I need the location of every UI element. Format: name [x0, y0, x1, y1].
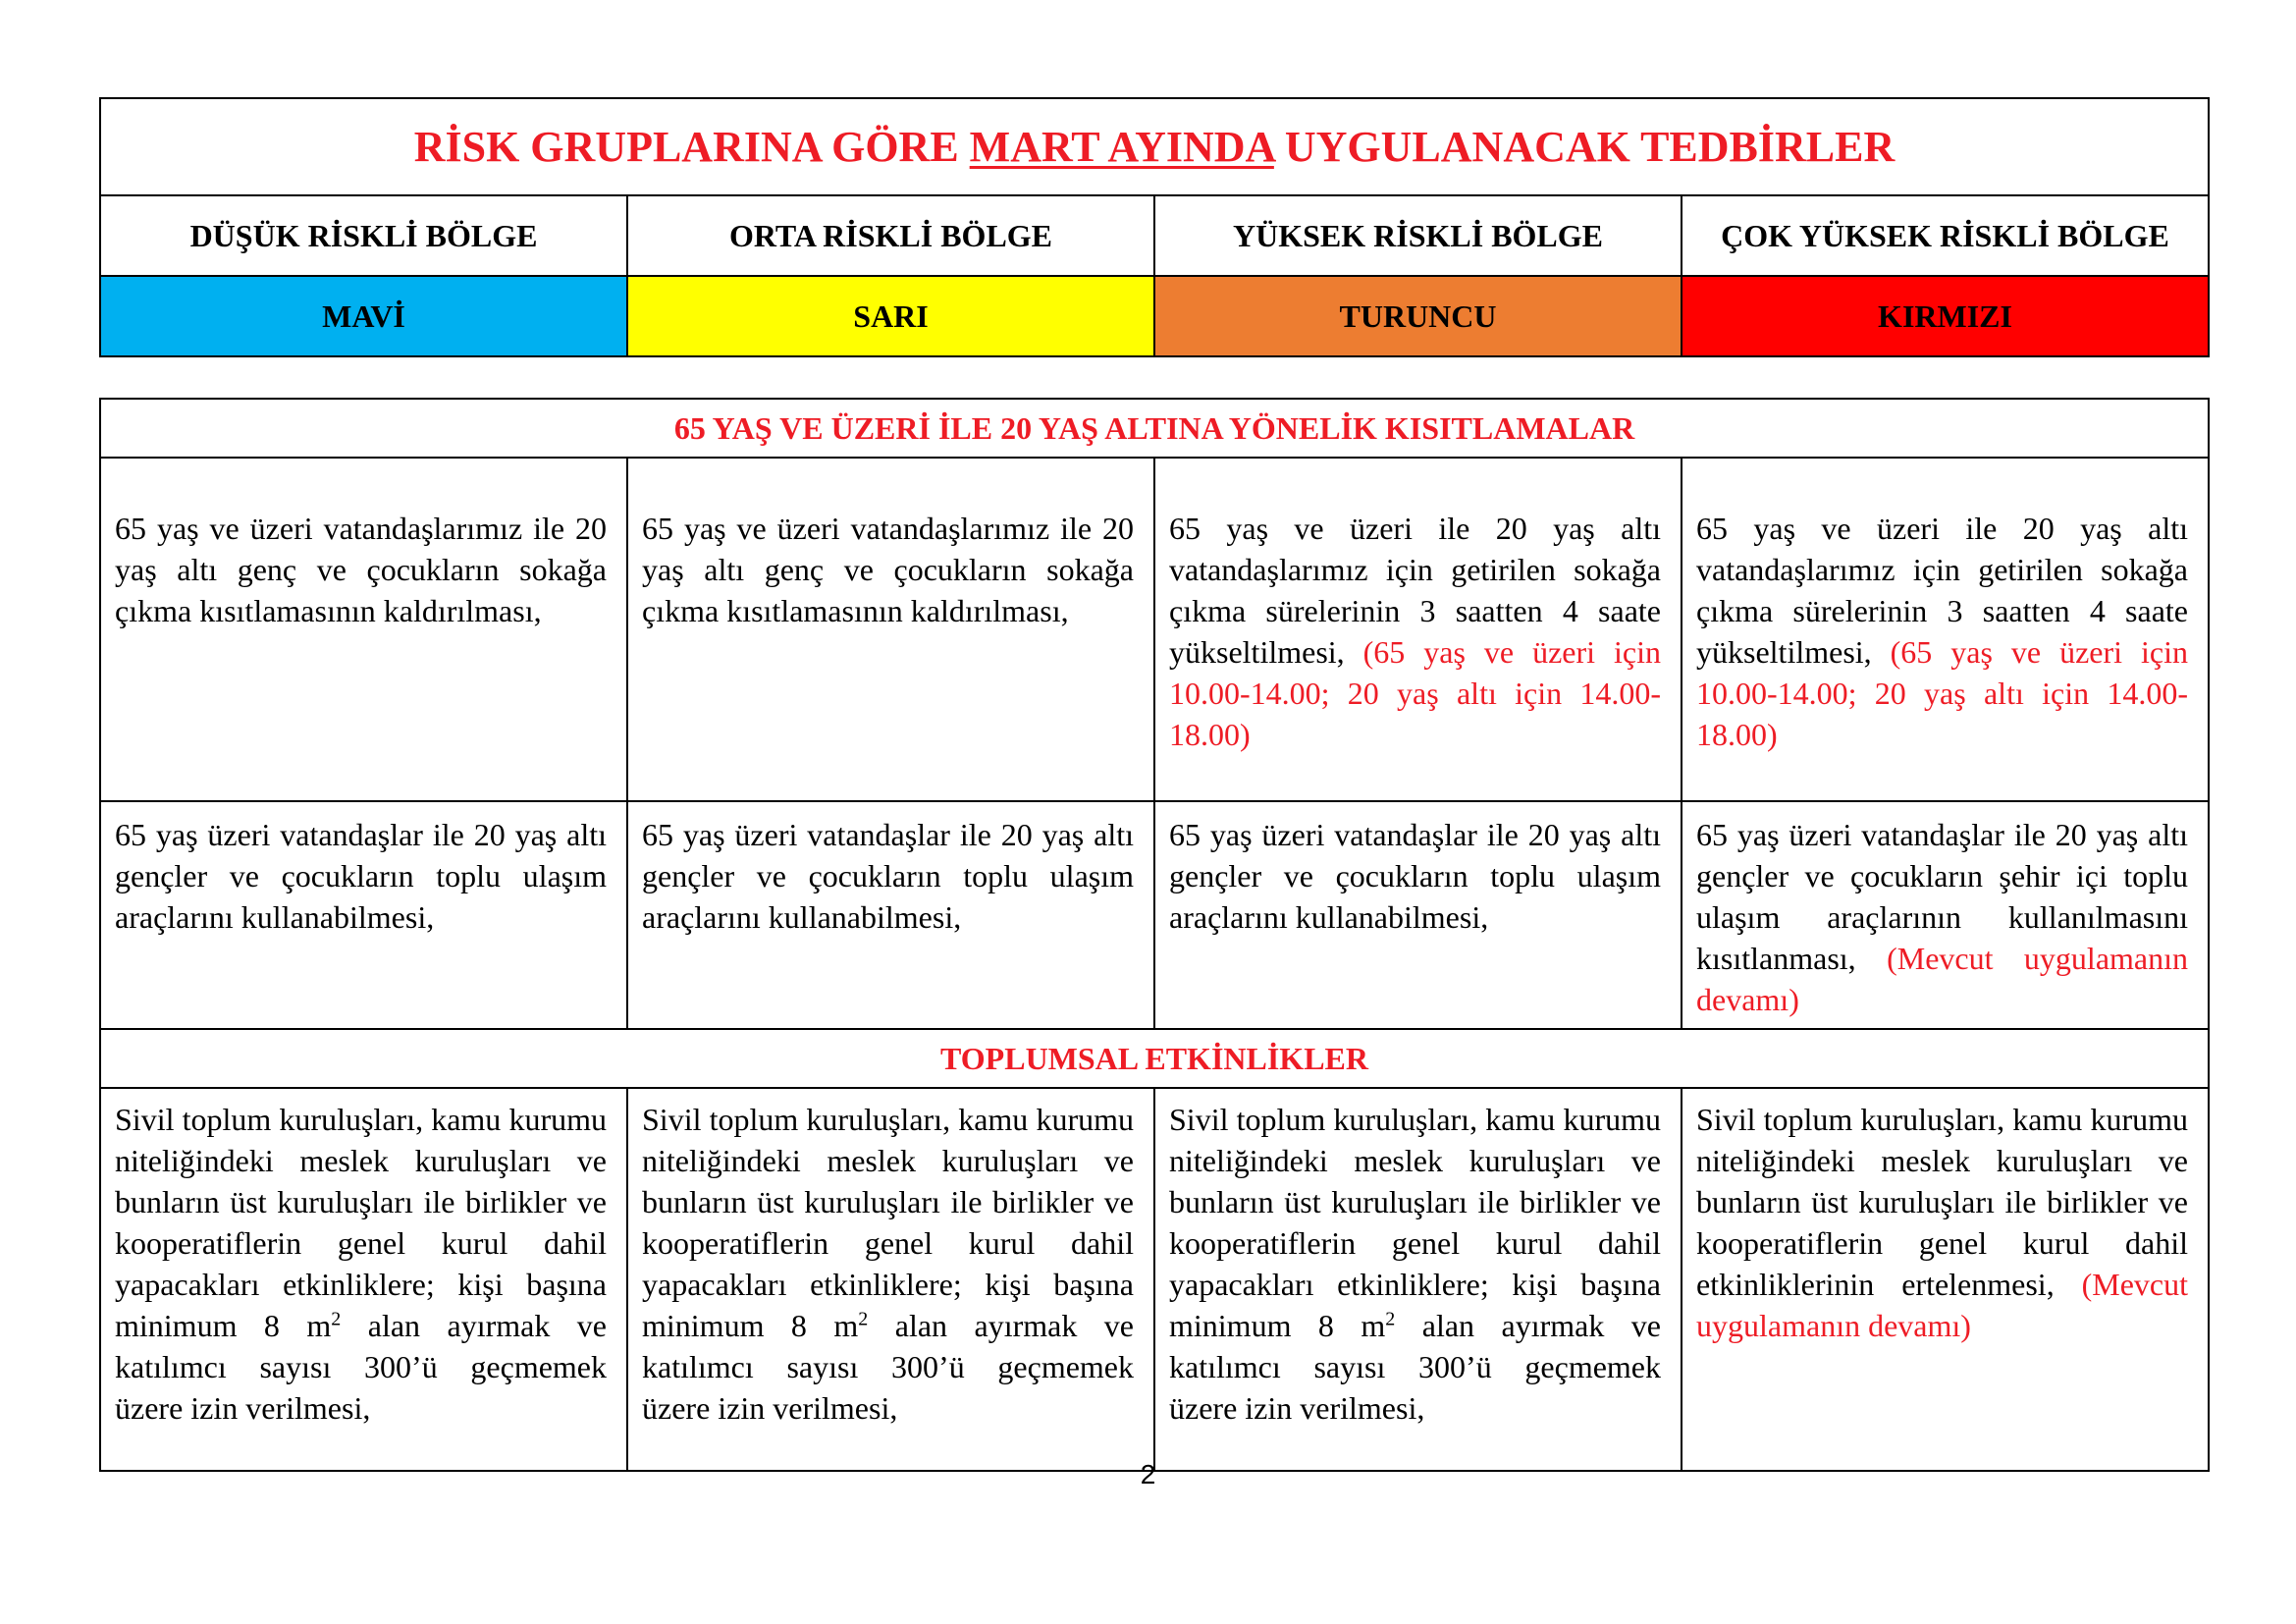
cell-text: 65 yaş üzeri vatandaşlar ile 20 yaş altı gençler ve çocukların toplu ulaşım araçlarını kullanabilmesi, [642, 817, 1134, 935]
section-title-social-events: TOPLUMSAL ETKİNLİKLER [100, 1029, 2209, 1088]
table-cell [1682, 458, 2209, 801]
title-part2: UYGULANACAK TEDBİRLER [1273, 123, 1896, 171]
table-cell [627, 458, 1154, 801]
measures-table [99, 398, 2210, 1472]
cell-text: 65 yaş üzeri vatandaşlar ile 20 yaş altı gençler ve çocukların şehir içi toplu ulaşım araçlarının kullanılmasını kısıtlanması, [1696, 817, 2188, 976]
zone-low: DÜŞÜK RİSKLİ BÖLGE [100, 195, 627, 276]
title-underlined: MART AYINDA [969, 123, 1274, 171]
cell-text: Sivil toplum kuruluşları, kamu kurumu niteliğindeki meslek kuruluşları ve bunların üst kuruluşları ile birlikler ve kooperatiflerin genel kurul dahil etkinliklerinin ertelenmesi, [1696, 1102, 2188, 1302]
zone-medium: ORTA RİSKLİ BÖLGE [627, 195, 1154, 276]
cell-text-cont: alan ayırmak ve katılımcı sayısı 300’ü geçmemek üzere izin verilmesi, [642, 1308, 1135, 1426]
cell-text: 65 yaş üzeri vatandaşlar ile 20 yaş altı gençler ve çocukların toplu ulaşım araçlarını kullanabilmesi, [115, 817, 607, 935]
cell-text: Sivil toplum kuruluşları, kamu kurumu niteliğindeki meslek kuruluşları ve bunların üst kuruluşları ile birlikler ve kooperatiflerin genel kurul dahil yapacakları etkinliklere; kişi başına minimum 8 m [1169, 1102, 1661, 1343]
color-orange: TURUNCU [1154, 276, 1682, 356]
page-number: 2 [1140, 1459, 1156, 1489]
color-yellow: SARI [627, 276, 1154, 356]
cell-text: Sivil toplum kuruluşları, kamu kurumu niteliğindeki meslek kuruluşları ve bunların üst kuruluşları ile birlikler ve kooperatiflerin genel kurul dahil yapacakları etkinliklere; kişi başına minimum 8 m [115, 1102, 607, 1343]
superscript: 2 [1385, 1308, 1396, 1330]
table-cell [627, 801, 1154, 1029]
table-cell [100, 1088, 627, 1471]
table-cell [100, 458, 627, 801]
cell-text-cont: alan ayırmak ve katılımcı sayısı 300’ü geçmemek üzere izin verilmesi, [115, 1308, 608, 1426]
table-cell [1154, 1088, 1682, 1471]
table-cell [100, 801, 627, 1029]
section-title-age-restrictions: 65 YAŞ VE ÜZERİ İLE 20 YAŞ ALTINA YÖNELİK KISITLAMALAR [100, 399, 2209, 458]
cell-text: 65 yaş ve üzeri vatandaşlarımız ile 20 yaş altı genç ve çocukların sokağa çıkma kısıtlamasının kaldırılması, [115, 511, 607, 628]
zone-very-high: ÇOK YÜKSEK RİSKLİ BÖLGE [1682, 195, 2209, 276]
color-blue: MAVİ [100, 276, 627, 356]
cell-note: (Mevcut uygulamanın devamı) [1696, 941, 2189, 1017]
page-title [100, 98, 2209, 195]
color-red: KIRMIZI [1682, 276, 2209, 356]
superscript: 2 [858, 1308, 869, 1330]
cell-note: (Mevcut uygulamanın devamı) [1696, 1267, 2188, 1343]
cell-note: (65 yaş ve üzeri için 10.00-14.00; 20 yaş altı için 14.00-18.00) [1169, 634, 1662, 752]
risk-group-header-table [99, 97, 2210, 357]
cell-text-cont: alan ayırmak ve katılımcı sayısı 300’ü geçmemek üzere izin verilmesi, [1169, 1308, 1662, 1426]
table-cell [1154, 458, 1682, 801]
cell-note: (65 yaş ve üzeri için 10.00-14.00; 20 yaş altı için 14.00-18.00) [1696, 634, 2189, 752]
cell-text: 65 yaş ve üzeri ile 20 yaş altı vatandaşlarımız için getirilen sokağa çıkma sürelerinin 3 saatten 4 saate yükseltilmesi, [1169, 511, 1661, 670]
zone-high: YÜKSEK RİSKLİ BÖLGE [1154, 195, 1682, 276]
superscript: 2 [331, 1308, 342, 1330]
title-part1: RİSK GRUPLARINA GÖRE [413, 123, 970, 171]
cell-text: 65 yaş ve üzeri ile 20 yaş altı vatandaşlarımız için getirilen sokağa çıkma sürelerinin 3 saatten 4 saate yükseltilmesi, [1696, 511, 2188, 670]
table-cell [627, 1088, 1154, 1471]
cell-text: Sivil toplum kuruluşları, kamu kurumu niteliğindeki meslek kuruluşları ve bunların üst kuruluşları ile birlikler ve kooperatiflerin genel kurul dahil yapacakları etkinliklere; kişi başına minimum 8 m [642, 1102, 1134, 1343]
table-cell [1154, 801, 1682, 1029]
table-cell [1682, 801, 2209, 1029]
cell-text: 65 yaş üzeri vatandaşlar ile 20 yaş altı gençler ve çocukların toplu ulaşım araçlarını kullanabilmesi, [1169, 817, 1661, 935]
table-cell [1682, 1088, 2209, 1471]
cell-text: 65 yaş ve üzeri vatandaşlarımız ile 20 yaş altı genç ve çocukların sokağa çıkma kısıtlamasının kaldırılması, [642, 511, 1134, 628]
